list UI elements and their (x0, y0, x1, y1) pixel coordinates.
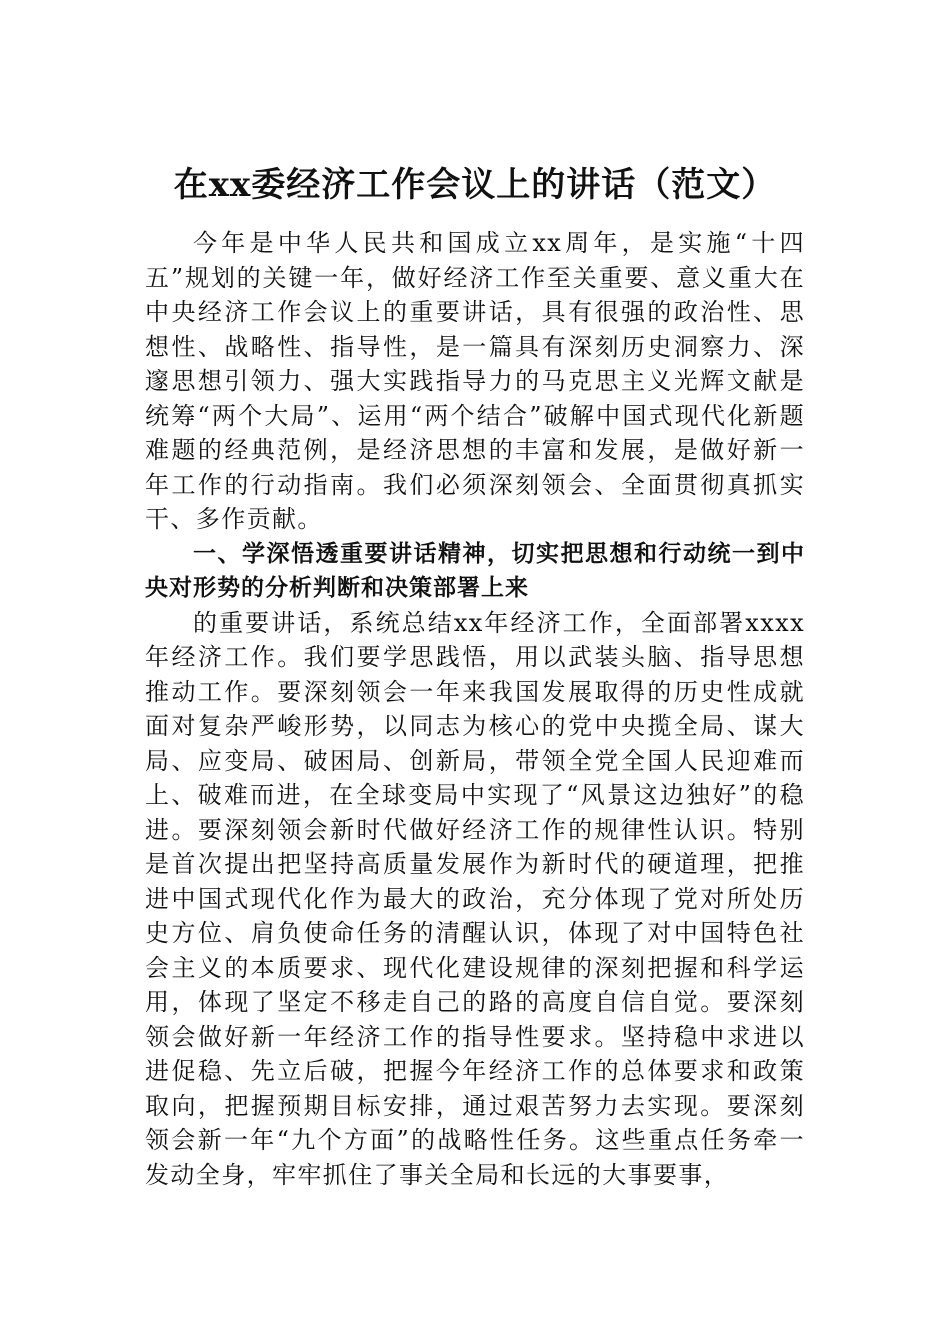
section-heading: 一、学深悟透重要讲话精神，切实把思想和行动统一到中央对形势的分析判断和决策部署上来 (145, 540, 805, 601)
intro-paragraph: 今年是中华人民共和国成立xx周年，是实施“十四五”规划的关键一年，做好经济工作至关重要、意义重大在中央经济工作会议上的重要讲话，具有很强的政治性、思想性、战略性、指导性，是一篇具有深刻历史洞察力、深邃思想引领力、强大实践指导力的马克思主义光辉文献是统筹“两个大局”、运用“两个结合”破解中国式现代化新题难题的经典范例，是经济思想的丰富和发展，是做好新一年工作的行动指南。我们必须深刻领会、全面贯彻真抓实干、多作贡献。 (145, 229, 805, 533)
document-body (145, 226, 805, 1192)
section-paragraph: 的重要讲话，系统总结xx年经济工作，全面部署xxxx年经济工作。我们要学思践悟，用以武装头脑、指导思想推动工作。要深刻领会一年来我国发展取得的历史性成就面对复杂严峻形势，以同志为核心的党中央揽全局、谋大局、应变局、破困局、创新局，带领全党全国人民迎难而上、破难而进，在全球变局中实现了“风景这边独好”的稳进。要深刻领会新时代做好经济工作的规律性认识。特别是首次提出把坚持高质量发展作为新时代的硬道理，把推进中国式现代化作为最大的政治，充分体现了党对所处历史方位、肩负使命任务的清醒认识，体现了对中国特色社会主义的本质要求、现代化建设规律的深刻把握和科学运用，体现了坚定不移走自己的路的高度自信自觉。要深刻领会做好新一年经济工作的指导性要求。坚持稳中求进以进促稳、先立后破，把握今年经济工作的总体要求和政策取向，把握预期目标安排，通过艰苦努力去实现。要深刻领会新一年“九个方面”的战略性任务。这些重点任务牵一发动全身，牢牢抓住了事关全局和长远的大事要事， (145, 608, 805, 1189)
document-title: 在xx委经济工作会议上的讲话（范文） (173, 165, 777, 205)
